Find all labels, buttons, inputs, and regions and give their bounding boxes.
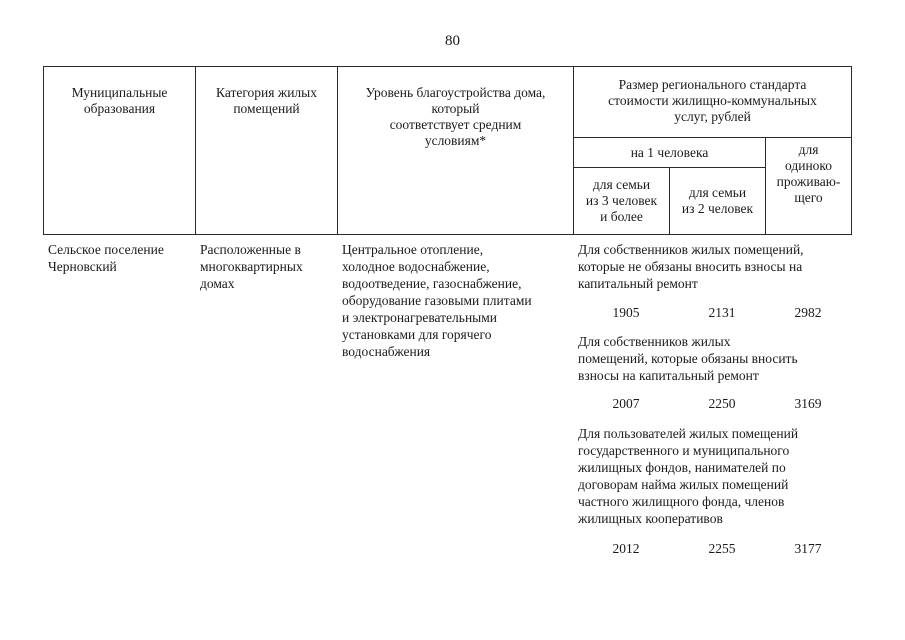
header-per-person: на 1 человека <box>574 138 766 168</box>
value-family-2: 2255 <box>708 541 736 556</box>
group-label: Для собственников жилых помещений, которые не обязаны вносить взносы на капитальный ремонт <box>578 242 804 291</box>
value-single: 2982 <box>794 305 822 320</box>
row-amenities: Центральное отопление, холодное водоснабжение, водоотведение, газоснабжение, оборудование газовыми плитами и электронагревательными установками для горячего водоснабжения <box>342 242 532 359</box>
row-municipality: Сельское поселение Черновский <box>48 242 164 274</box>
value-family-2: 2131 <box>708 305 736 320</box>
value-family-3: 1905 <box>612 305 640 320</box>
header-standard-size: Размер регионального стандарта стоимости жилищно-коммунальных услуг, рублей <box>574 67 852 138</box>
value-family-3: 2012 <box>612 541 640 556</box>
value-single: 3177 <box>794 541 822 556</box>
page-number: 80 <box>445 33 460 49</box>
header-single: для одиноко проживаю- щего <box>766 138 852 235</box>
header-amenities: Уровень благоустройства дома, который соответствует средним условиям* <box>338 67 574 235</box>
value-family-3: 2007 <box>612 396 640 411</box>
header-municipality: Муниципальные образования <box>44 67 196 235</box>
value-family-2: 2250 <box>708 396 736 411</box>
header-family-2: для семьи из 2 человек <box>670 168 766 235</box>
row-category: Расположенные в многоквартирных домах <box>200 242 303 291</box>
header-family-3: для семьи из 3 человек и более <box>574 168 670 235</box>
value-single: 3169 <box>794 396 822 411</box>
group-label: Для пользователей жилых помещений государственного и муниципального жилищных фондов, нанимателей по договорам найма жилых помещений частного жилищного фонда, членов жилищных кооперативов <box>578 426 799 526</box>
group-label: Для собственников жилых помещений, которые обязаны вносить взносы на капитальный ремонт <box>578 334 798 383</box>
table-header <box>43 66 852 235</box>
header-category: Категория жилых помещений <box>196 67 338 235</box>
